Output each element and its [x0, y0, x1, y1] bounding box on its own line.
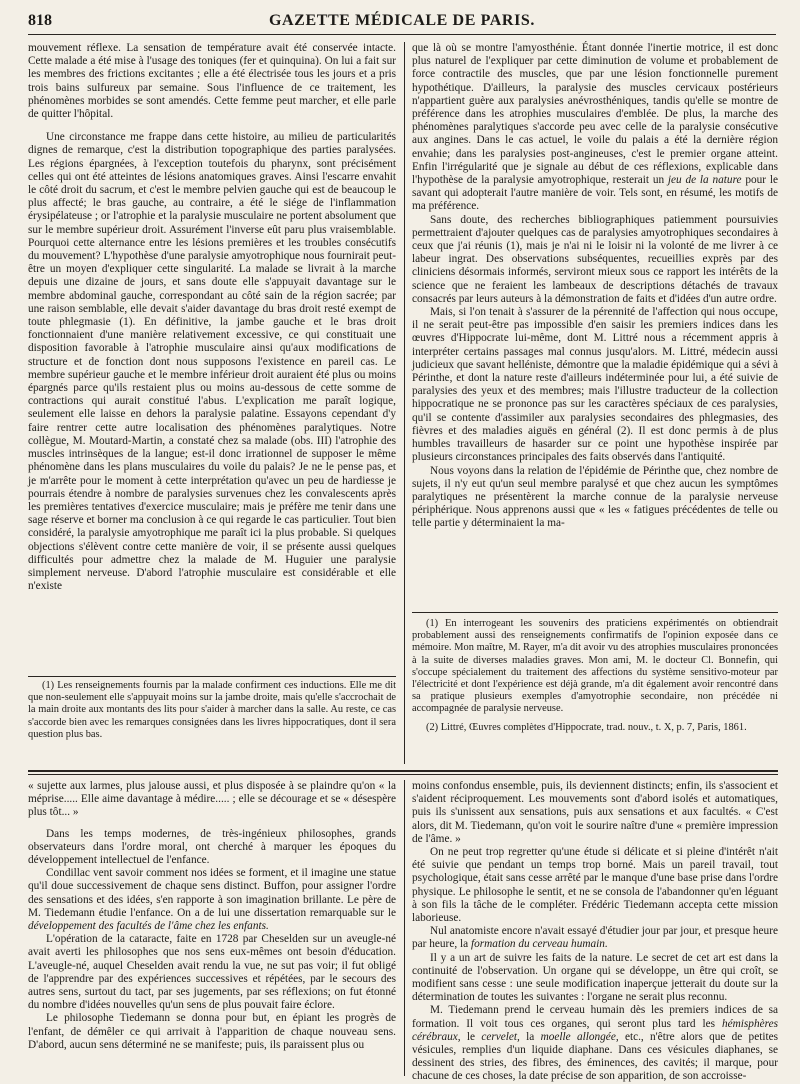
footnote: (1) Les renseignements fournis par la malade confirment ces inductions. Elle me dit que non-seulement elle s'appuyait moins sur la jambe droite, mais qu'elle s'accrochait de la main droite aux montants des lits pour s'aider à marcher dans la salle. Au reste, ce cas s'accorde bien avec les remarques consignées dans les livres hippocratiques, dont il sera question plus bas.: [28, 680, 396, 740]
paragraph: Mais, si l'on tenait à s'assurer de la pérennité de l'affection qui nous occupe, il ne serait peut-être pas impossible d'en saisir les premiers indices dans les œuvres d'Hippocrate lui-même, dont M. Littré nous a récemment appris à interpréter certains passages mal connus jusqu'alors. M. Littré, médecin aussi judicieux que savant helléniste, démontre que la maladie épidémique qui a sévi à Périnthe, et dont la nature reste d'ailleurs indéterminée pour lui, a été suivie de paralysies des yeux et des membres; mais l'illustre traducteur de la collection hippocratique ne se prononce pas sur les caractères spéciaux de ces paralysies, qu'il se contente d'assimiler aux paralysies secondaires des phlegmasies, des fièvres et des maladies aiguës en général (2). Il est donc permis à de plus humbles travailleurs de hasarder sur ce point une hypothèse inspirée par plusieurs circonstances principales des faits observés dans l'antiquité.: [412, 306, 778, 464]
quote: « sujette aux larmes, plus jalouse aussi, et plus disposée à se plaindre qu'on « la méprise..... Elle aime davantage à médire..... ; elle se décourage et se « désespère plus tôt... »: [28, 780, 396, 819]
paragraph: Le philosophe Tiedemann se donna pour but, en épiant les progrès de l'enfant, de démêler ce qui arrivait à l'apparition de chaque nouveau sens. D'abord, aucun sens déterminé ne se manifeste; puis, ils paraissent plus ou: [28, 1012, 396, 1051]
page-number: 818: [28, 12, 52, 29]
paragraph: que là où se montre l'amyosthénie. Étant donnée l'inertie motrice, il est donc plus naturel de l'expliquer par cette diminution de volume et probablement de force contractile des muscles, que par une lésion fonctionnelle purement hypothétique. D'ailleurs, la paralysie des muscles cervicaux postérieurs n'appartient guère aux paralysies anévrosthéniques, tandis qu'elle se montre de préférence dans les atrophies musculaires d'emblée. De plus, la marche des phénomènes paralytiques s'accorde peu avec celle de la paralysie consécutive aux angines. Dans le cas actuel, le voile du palais a été la dernière région envahie; dans les paralysies post-angineuses, c'est le premier organe atteint. Enfin l'irrégularité que je signale au début de ces réflexions, explicable dans l'hypothèse de la paralysie amyotrophique, resterait un jeu de la nature pour le savant qui adopterait l'autre manière de voir. Tels sont, en résumé, les motifs de ma préférence.: [412, 42, 778, 213]
section-separator: [28, 770, 778, 772]
paragraph: M. Tiedemann prend le cerveau humain dès les premiers indices de sa formation. Il voit tous ces organes, qui seront plus tard les hémisphères cérébraux, le cervelet, la moelle allongée, etc., n'être alors que de petites vésicules, remplies d'un liquide diaphane. Dans ces vésicules diaphanes, se dessinent des stries, des fibres, des éminences, des cavités; il marque, pour chacune de ces choses, la date précise de son apparition, de son accroisse-: [412, 1004, 779, 1083]
paragraph: mouvement réflexe. La sensation de température avait été conservée intacte. Cette malade a été mise à l'usage des toniques (fer et quinquina). On lui a fait sur les membres des frictions excitantes ; elle a été électrisée tous les jours et a pris trois bains sulfureux par semaine. Sous l'influence de ce traitement, les phénomènes morbides se sont amendés. Cette femme peut marcher, et elle parle de quitter l'hôpital.: [28, 42, 396, 121]
column-rule: [404, 780, 405, 1076]
paragraph: On ne peut trop regretter qu'une étude si délicate et si pleine d'intérêt n'ait été suivie que pendant un temps trop borné. Mais un pareil travail, tout psychologique, était sans cesse arrêté par le manque d'une base prise dans l'ordre physique. Le philosophe le sentit, et ne se consola de l'abandonner qu'en léguant à son fils la tâche de le compléter. Frédéric Tiedemann accepta cette mission laborieuse.: [412, 846, 778, 925]
footnote-divider: [412, 612, 778, 613]
paragraph: L'opération de la cataracte, faite en 1728 par Cheselden sur un aveugle-né avait averti les philosophes que nos sens eux-mêmes ont besoin d'éducation. L'aveugle-né, auquel Cheselden avait rendu la vue, ne sut pas voir; il fut obligé de l'apprendre par des expériences successives et répétées, par le secours des autres sens, surtout du tact, par ses jugements, par ses réflexions; on fut étonné du nombre d'idées nouvelles qu'un sens de plus pouvait faire éclore.: [28, 933, 396, 1012]
page-header: [28, 12, 776, 35]
paragraph: moins confondus ensemble, puis, ils deviennent distincts; enfin, ils s'associent et s'aident réciproquement. Les mouvements sont d'abord isolés et automatiques, puis ils s'unissent aux sensations, puis aux sensations et aux facultés. « C'est alors, dit M. Tiedemann, qu'on voit le sourire naître d'une « première impression de l'âme. »: [412, 780, 778, 845]
top-right-footnotes: [412, 618, 778, 764]
paragraph: Il y a un art de suivre les faits de la nature. Le secret de cet art est dans la continuité de l'observation. Un organe qui se développe, un être qui croît, se modifient sans cesse : une seule modification inaperçue jetterait du doute sur la détermination de toutes les suivantes : l'organe ne serait plus reconnu.: [412, 951, 778, 1004]
paragraph: Nul anatomiste encore n'avait essayé d'étudier jour par jour, et presque heure par heure, la formation du cerveau humain.: [412, 925, 778, 951]
section-separator-thin: [28, 774, 778, 775]
footnote: (2) Littré, Œuvres complètes d'Hippocrate, trad. nouv., t. X, p. 7, Paris, 1861.: [426, 721, 747, 733]
paragraph: Une circonstance me frappe dans cette histoire, au milieu de particularités dignes de remarque, c'est la distribution topographique des parties paralysées. Les régions épargnées, à l'exception toutefois du pharynx, sont précisément celles qui ont été atteintes de lésions anatomiques graves. Ainsi l'escarre envahit le côté droit du sacrum, et c'est le membre pelvien gauche qui est de beaucoup le plus affecté; le bras gauche, au contraire, a été le siége de l'inflammation érysipélateuse ; or l'atrophie et la paralysie musculaire ne portent absolument que sur le membre supérieur droit. Assurément l'inverse eût paru plus vraisemblable. Pourquoi cette alternance entre les lésions premières et les troubles consécutifs du mouvement? L'hypothèse d'une paralysie amyotrophique nous fournirait peut-être un moyen d'expliquer cette singularité. La malade se livrait à la marche depuis une dizaine de jours, et sans doute elle s'appuyait davantage sur le membre abdominal gauche, correspondant au côté sain de la région sacrée; par une raison semblable, elle devait s'aider davantage du bras droit resté exempt de toute phlegmasie (1). En définitive, la jambe gauche et le bras droit fonctionnaient d'une manière relativement excessive, ce qui constituait une disposition favorable à l'atrophie musculaire ainsi qu'aux modifications de structure et de fonction dont nous supposons l'existence en pareil cas. Le membre supérieur gauche et le membre inférieur droit auraient été plus ou moins épargnés parce qu'ils restaient plus ou moins au-dessous de cette somme de contractions qui aurait constitué l'abus. L'explication me paraît logique, seulement elle laisse en dehors la paralysie palatine. Essayons cependant d'y faire rentrer cette autre localisation des phénomènes paralytiques. Notre collègue, M. Moutard-Martin, a constaté chez sa malade (obs. III) l'atrophie des muscles intrinsèques de la langue; est-il donc irrationnel de supposer le même phénomène dans les plans musculaires du voile du palais? Je ne le pense pas, et je m'arrête pour le moment à cette interprétation qu'avec un peu de hardiesse je pourrais étendre à nombre de paralysies survenues chez les convalescents après les premières tentatives d'exercice musculaire; mais je préfère me tenir dans une sage réserve et borner ma conclusion à ce qui regarde le cas particulier. Tout bien considéré, la paralysie amyotrophique me paraît ici la plus probable. Si quelques objections s'élèvent contre cette manière de voir, il se présente aussi quelques difficultés pour admettre chez la malade de M. Huguier une paralysie simplement nerveuse. D'abord l'atrophie musculaire est considérable et elle n'existe: [28, 131, 396, 593]
paragraph: Condillac vent savoir comment nos idées se forment, et il imagine une statue qu'il doue successivement de chaque sens distinct. Buffon, pour assigner l'ordre des sensations et des idées, s'en rapporte à son imagination brillante. Le père de M. Tiedemann étudie l'enfance. On a de lui une dissertation remarquable sur le développement des facultés de l'âme chez les enfants.: [28, 867, 396, 933]
bottom-left-column: [28, 780, 396, 1076]
journal-title: GAZETTE MÉDICALE DE PARIS.: [268, 12, 535, 29]
paragraph: Dans les temps modernes, de très-ingénieux philosophes, grands observateurs dans l'ordre moral, ont cherché à marquer les époques du développement intellectuel de l'enfance.: [28, 827, 396, 867]
top-left-column: [28, 42, 396, 678]
footnote-divider: [28, 676, 396, 677]
bottom-right-column: [412, 780, 779, 1083]
top-right-column: [412, 42, 778, 602]
paragraph: Sans doute, des recherches bibliographiques patiemment poursuivies permettraient d'ajouter quelques cas de paralysies amyotrophiques secondaires à ceux que j'ai réunis (1), mais je n'ai ni le loisir ni la volonté de me livrer à ce labeur ingrat. Des observations subséquentes, recueillies exprès par des cliniciens désormais informés, serviront mieux sous ce rapport les intérêts de la science que ne feraient les lambeaux de descriptions détachés de travaux consacrés par leurs auteurs à la démonstration de faits et d'idées d'un autre ordre.: [412, 213, 778, 305]
paragraph: Nous voyons dans la relation de l'épidémie de Périnthe que, chez nombre de sujets, il n'y eut qu'un seul membre paralysé et que chez aucun les symptômes paralytiques ne présentèrent la marche connue de la paralysie nerveuse périphérique. Nous apprenons aussi que « les « fatigues précédentes de telle ou telle partie y déterminaient la ma-: [412, 464, 778, 530]
footnote: (1) En interrogeant les souvenirs des praticiens expérimentés on obtiendrait probablement aussi des renseignements confirmatifs de l'opinion exposée dans ce mémoire. Mon maître, M. Rayer, m'a dit avoir vu des atrophies musculaires prononcées à la suite de diverses maladies graves. Mon ami, M. le docteur Cl. Bonnefin, qui s'occupe spécialement du traitement des affections du système sensitivo-moteur par l'électricité et dont l'expérience est déjà grande, m'a dit également avoir rencontré dans sa pratique plusieurs exemples d'amyotrophie secondaire, non précédée ni accompagnée de paralysie nerveuse.: [412, 618, 778, 715]
column-rule: [404, 42, 405, 764]
top-left-footnotes: [28, 680, 396, 764]
